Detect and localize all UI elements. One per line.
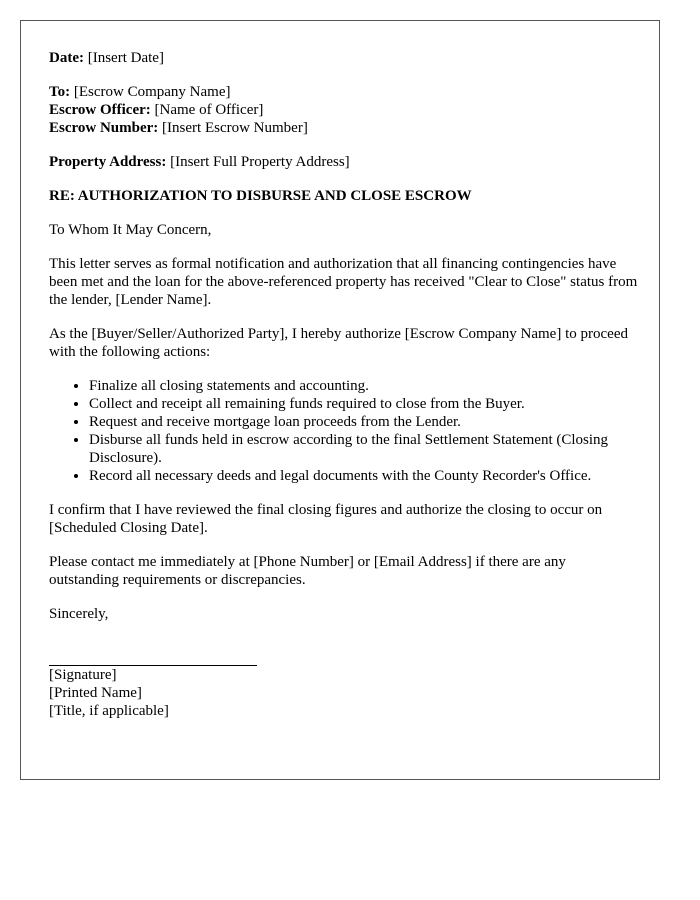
list-item: • Disburse all funds held in escrow according to the final Settlement Statement (Closing Disclosure). bbox=[89, 431, 639, 467]
list-item: • Collect and receipt all remaining funds required to close from the Buyer. bbox=[89, 395, 639, 413]
paragraph-confirmation: I confirm that I have reviewed the final closing figures and authorize the closing to occur on [Scheduled Closing Date]. bbox=[49, 502, 603, 536]
signature-text: [Signature] bbox=[49, 667, 117, 683]
property-label: Property Address: bbox=[49, 154, 167, 170]
subject-text: RE: AUTHORIZATION TO DISBURSE AND CLOSE ESCROW bbox=[49, 188, 472, 204]
to-label: To: bbox=[49, 84, 71, 100]
property-line bbox=[49, 153, 639, 171]
property-value: [Insert Full Property Address] bbox=[170, 154, 350, 170]
signer-title: [Title, if applicable] bbox=[49, 703, 169, 719]
to-line bbox=[49, 83, 639, 101]
date-label: Date: bbox=[49, 50, 84, 66]
date-line bbox=[49, 49, 639, 67]
printed-name: [Printed Name] bbox=[49, 685, 142, 701]
signature-line bbox=[49, 639, 257, 666]
escrow-number-label: Escrow Number: bbox=[49, 120, 159, 136]
list-item: • Request and receive mortgage loan proceeds from the Lender. bbox=[89, 413, 639, 431]
officer-label: Escrow Officer: bbox=[49, 102, 151, 118]
paragraph-notification: This letter serves as formal notification and authorization that all financing contingencies have been met and the loan for the above-referenced property has received "Clear to Close" status from the lender, [Lender Name]. bbox=[49, 256, 638, 308]
list-item: • Record all necessary deeds and legal documents with the County Recorder's Office. bbox=[89, 467, 639, 485]
escrow-number-value: [Insert Escrow Number] bbox=[162, 120, 308, 136]
actions-list bbox=[49, 377, 639, 485]
officer-value: [Name of Officer] bbox=[154, 102, 264, 118]
recipient-block bbox=[49, 83, 639, 137]
subject-line bbox=[49, 187, 639, 205]
salutation: To Whom It May Concern, bbox=[49, 222, 212, 238]
list-item: • Finalize all closing statements and accounting. bbox=[89, 377, 639, 395]
escrow-number-line bbox=[49, 119, 639, 137]
closing: Sincerely, bbox=[49, 606, 109, 622]
to-value: [Escrow Company Name] bbox=[73, 84, 231, 100]
letter-page bbox=[20, 20, 660, 780]
date-value: [Insert Date] bbox=[87, 50, 164, 66]
officer-line bbox=[49, 101, 639, 119]
signature-block bbox=[49, 666, 639, 720]
letter-content bbox=[49, 49, 639, 720]
paragraph-authorization: As the [Buyer/Seller/Authorized Party], I hereby authorize [Escrow Company Name] to proceed with the following actions: bbox=[49, 326, 628, 360]
paragraph-contact: Please contact me immediately at [Phone Number] or [Email Address] if there are any outstanding requirements or discrepancies. bbox=[49, 554, 566, 588]
